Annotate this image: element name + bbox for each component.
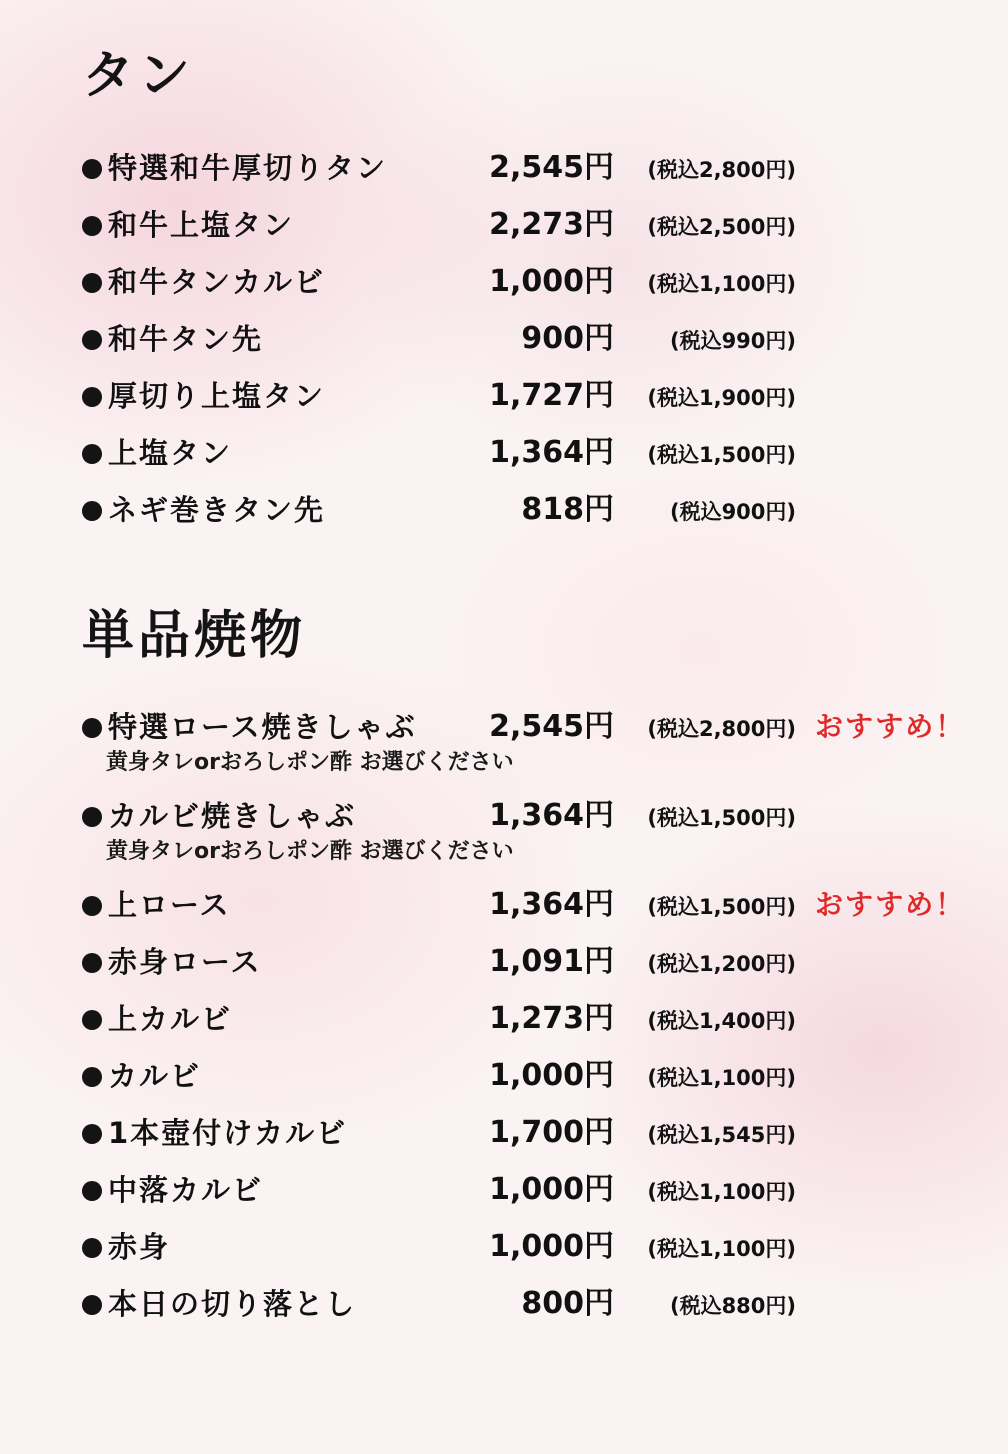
item-price: 818円 [521, 492, 614, 527]
item-taxed-price: (税込1,100円) [647, 1180, 796, 1204]
menu-item [82, 1113, 982, 1153]
bullet-icon [82, 159, 102, 179]
item-price: 2,273円 [489, 207, 614, 242]
item-taxed-price: (税込990円) [669, 329, 796, 353]
item-taxed-price: (税込2,800円) [647, 158, 796, 182]
item-taxed-price: (税込900円) [669, 500, 796, 524]
menu-item [82, 433, 982, 473]
item-price: 1,273円 [489, 1001, 614, 1036]
menu-item [82, 262, 982, 302]
bullet-icon [82, 1010, 102, 1030]
bullet-icon [82, 444, 102, 464]
recommended-badge: おすすめ！ [815, 710, 966, 743]
item-price: 1,727円 [489, 378, 614, 413]
item-name: ネギ巻きタン先 [108, 493, 326, 527]
item-taxed-price: (税込1,500円) [647, 806, 796, 830]
item-price: 1,000円 [489, 1058, 614, 1093]
item-name: 中落カルビ [108, 1173, 264, 1207]
section-title-tan: タン [82, 46, 195, 106]
bullet-icon [82, 330, 102, 350]
item-taxed-price: (税込1,200円) [647, 952, 796, 976]
menu-item [82, 942, 982, 982]
item-price: 1,364円 [489, 887, 614, 922]
item-taxed-price: (税込1,100円) [647, 1066, 796, 1090]
item-name-wrap [82, 1227, 170, 1267]
item-price: 1,364円 [489, 798, 614, 833]
bullet-icon [82, 1295, 102, 1315]
item-price: 900円 [521, 321, 614, 356]
item-name-wrap [82, 707, 417, 747]
item-name-wrap [82, 999, 232, 1039]
item-taxed-price: (税込880円) [669, 1294, 796, 1318]
item-price: 1,000円 [489, 264, 614, 299]
item-taxed-price: (税込1,900円) [647, 386, 796, 410]
item-taxed-price: (税込1,100円) [647, 272, 796, 296]
bullet-icon [82, 273, 102, 293]
menu-item [82, 319, 982, 359]
item-name-wrap [82, 319, 263, 359]
item-name-wrap [82, 1170, 263, 1210]
item-name: 赤身 [108, 1230, 171, 1264]
item-name: 和牛タン先 [108, 322, 264, 356]
bullet-icon [82, 1067, 102, 1087]
item-name: 上カルビ [108, 1002, 233, 1036]
item-name-wrap [82, 205, 294, 245]
section-title-tanpin-yakimono: 単品焼物 [82, 606, 307, 666]
item-taxed-price: (税込1,545円) [647, 1123, 796, 1147]
item-price: 1,700円 [489, 1115, 614, 1150]
menu-item [82, 205, 982, 245]
item-name-wrap [82, 1113, 347, 1153]
menu-item [82, 490, 982, 530]
item-name: 1本壺付けカルビ [108, 1116, 348, 1150]
item-name-wrap [82, 148, 387, 188]
menu-item [82, 1170, 982, 1210]
item-name: 厚切り上塩タン [108, 379, 326, 413]
item-price: 800円 [521, 1286, 614, 1321]
item-name: 特選ロース焼きしゃぶ [108, 710, 417, 744]
bullet-icon [82, 1181, 102, 1201]
menu-item [82, 1227, 982, 1267]
item-name: カルビ [108, 1059, 202, 1093]
item-name-wrap [82, 376, 325, 416]
item-name: 上ロース [108, 888, 231, 922]
item-name: 上塩タン [108, 436, 233, 470]
item-name: 和牛上塩タン [108, 208, 295, 242]
bullet-icon [82, 1124, 102, 1144]
item-name: 和牛タンカルビ [108, 265, 326, 299]
item-price: 1,364円 [489, 435, 614, 470]
bullet-icon [82, 807, 102, 827]
item-taxed-price: (税込1,500円) [647, 895, 796, 919]
item-taxed-price: (税込2,800円) [647, 717, 796, 741]
menu-item [82, 707, 982, 775]
item-price: 2,545円 [489, 150, 614, 185]
menu-item [82, 1056, 982, 1096]
item-note: 黄身タレorおろしポン酢 お選びください [106, 750, 514, 775]
item-taxed-price: (税込1,100円) [647, 1237, 796, 1261]
item-name: カルビ焼きしゃぶ [108, 799, 357, 833]
item-name-wrap [82, 262, 325, 302]
item-taxed-price: (税込2,500円) [647, 215, 796, 239]
bullet-icon [82, 501, 102, 521]
menu-item [82, 1284, 982, 1324]
item-taxed-price: (税込1,500円) [647, 443, 796, 467]
item-name: 特選和牛厚切りタン [108, 151, 388, 185]
bullet-icon [82, 953, 102, 973]
item-name-wrap [82, 433, 232, 473]
item-name-wrap [82, 942, 262, 982]
bullet-icon [82, 718, 102, 738]
item-taxed-price: (税込1,400円) [647, 1009, 796, 1033]
item-price: 1,000円 [489, 1229, 614, 1264]
bullet-icon [82, 216, 102, 236]
item-price: 1,000円 [489, 1172, 614, 1207]
menu-item [82, 999, 982, 1039]
item-name-wrap [82, 796, 356, 836]
item-price: 1,091円 [489, 944, 614, 979]
menu-item [82, 376, 982, 416]
item-name-wrap [82, 1284, 356, 1324]
menu-item [82, 885, 982, 925]
bullet-icon [82, 896, 102, 916]
menu-item [82, 796, 982, 864]
menu-item [82, 148, 982, 188]
item-price: 2,545円 [489, 709, 614, 744]
item-name: 赤身ロース [108, 945, 262, 979]
item-name-wrap [82, 885, 231, 925]
bullet-icon [82, 1238, 102, 1258]
item-name: 本日の切り落とし [108, 1287, 357, 1321]
item-name-wrap [82, 490, 325, 530]
bullet-icon [82, 387, 102, 407]
item-name-wrap [82, 1056, 201, 1096]
item-note: 黄身タレorおろしポン酢 お選びください [106, 839, 514, 864]
recommended-badge: おすすめ！ [815, 888, 966, 921]
